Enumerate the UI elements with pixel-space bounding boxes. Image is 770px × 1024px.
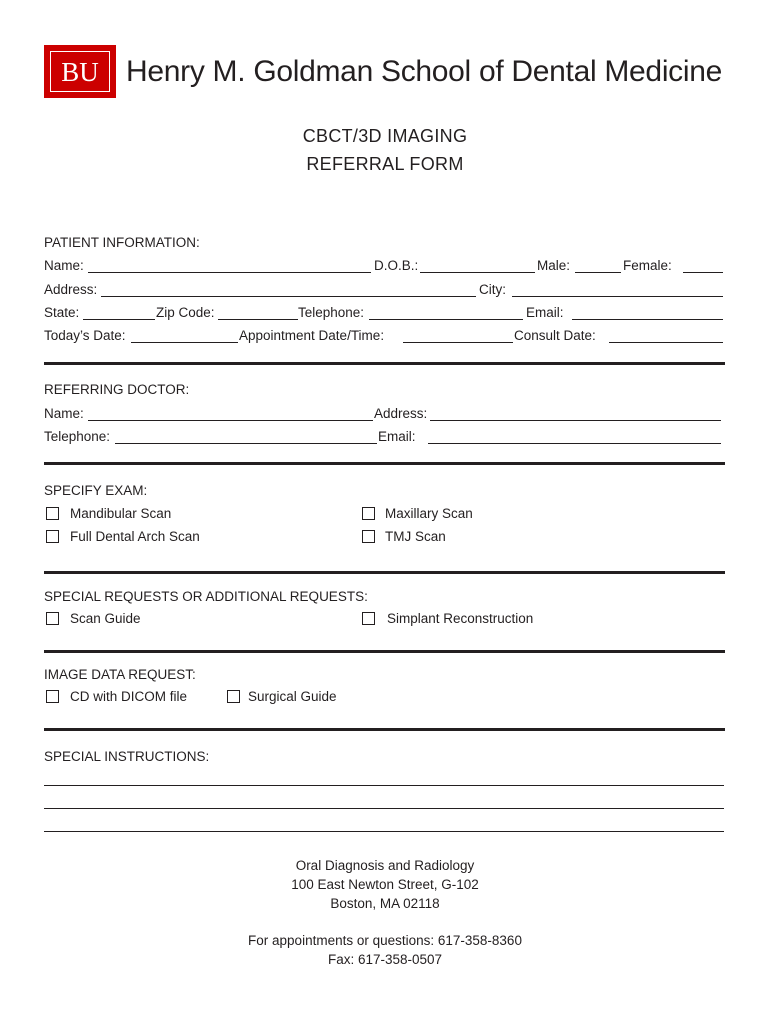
special-instructions-heading: SPECIAL INSTRUCTIONS:: [44, 749, 210, 764]
patient-dob-field[interactable]: [420, 272, 535, 273]
referring-email-field[interactable]: [428, 443, 721, 444]
image-data-heading: IMAGE DATA REQUEST:: [44, 667, 196, 682]
patient-zip-field[interactable]: [218, 319, 298, 320]
full-dental-arch-scan-checkbox[interactable]: [46, 530, 59, 543]
referring-name-field[interactable]: [88, 420, 373, 421]
patient-address-label: Address:: [44, 282, 98, 297]
tmj-scan-checkbox[interactable]: [362, 530, 375, 543]
patient-telephone-field[interactable]: [369, 319, 523, 320]
referring-telephone-label: Telephone:: [44, 429, 111, 444]
section-divider: [44, 571, 725, 574]
section-divider: [44, 728, 725, 731]
simplant-reconstruction-checkbox[interactable]: [362, 612, 375, 625]
referring-email-label: Email:: [378, 429, 416, 444]
patient-state-field[interactable]: [83, 319, 155, 320]
patient-male-label: Male:: [537, 258, 571, 273]
section-divider: [44, 362, 725, 365]
referring-address-label: Address:: [374, 406, 428, 421]
patient-consult-label: Consult Date:: [514, 328, 596, 343]
referring-name-label: Name:: [44, 406, 84, 421]
patient-todays-date-field[interactable]: [131, 342, 238, 343]
patient-city-field[interactable]: [512, 296, 723, 297]
patient-appointment-field[interactable]: [403, 342, 513, 343]
patient-info-heading: PATIENT INFORMATION:: [44, 235, 200, 250]
scan-guide-label: Scan Guide: [70, 611, 141, 626]
special-instructions-line-2[interactable]: [44, 808, 724, 809]
patient-email-label: Email:: [526, 305, 564, 320]
footer-appointments: For appointments or questions: 617-358-8360: [248, 933, 522, 948]
footer-department: Oral Diagnosis and Radiology: [295, 858, 475, 873]
full-dental-arch-scan-label: Full Dental Arch Scan: [70, 529, 200, 544]
patient-appointment-label: Appointment Date/Time:: [239, 328, 385, 343]
patient-dob-label: D.O.B.:: [374, 258, 419, 273]
footer-street: 100 East Newton Street, G-102: [291, 877, 479, 892]
bu-logo-text: BU: [50, 51, 110, 92]
patient-address-field[interactable]: [101, 296, 476, 297]
patient-zip-label: Zip Code:: [156, 305, 215, 320]
referring-address-field[interactable]: [430, 420, 721, 421]
school-name: Henry M. Goldman School of Dental Medicine: [126, 55, 723, 88]
maxillary-scan-label: Maxillary Scan: [385, 506, 473, 521]
simplant-reconstruction-label: Simplant Reconstruction: [387, 611, 534, 626]
patient-male-field[interactable]: [575, 272, 621, 273]
patient-female-field[interactable]: [683, 272, 723, 273]
patient-name-field[interactable]: [88, 272, 371, 273]
tmj-scan-label: TMJ Scan: [385, 529, 446, 544]
form-title-line1: CBCT/3D IMAGING: [302, 126, 468, 146]
patient-name-label: Name:: [44, 258, 84, 273]
special-instructions-line-1[interactable]: [44, 785, 724, 786]
mandibular-scan-checkbox[interactable]: [46, 507, 59, 520]
patient-city-label: City:: [479, 282, 506, 297]
cd-dicom-checkbox[interactable]: [46, 690, 59, 703]
patient-todays-date-label: Today’s Date:: [44, 328, 126, 343]
bu-logo: [44, 45, 116, 98]
patient-email-field[interactable]: [572, 319, 723, 320]
footer-city: Boston, MA 02118: [330, 896, 440, 911]
surgical-guide-checkbox[interactable]: [227, 690, 240, 703]
scan-guide-checkbox[interactable]: [46, 612, 59, 625]
section-divider: [44, 462, 725, 465]
patient-consult-field[interactable]: [609, 342, 723, 343]
patient-state-label: State:: [44, 305, 80, 320]
footer-fax: Fax: 617-358-0507: [327, 952, 443, 967]
referring-telephone-field[interactable]: [115, 443, 377, 444]
special-instructions-line-3[interactable]: [44, 831, 724, 832]
referring-doctor-heading: REFERRING DOCTOR:: [44, 382, 190, 397]
cd-dicom-label: CD with DICOM file: [70, 689, 188, 704]
mandibular-scan-label: Mandibular Scan: [70, 506, 172, 521]
section-divider: [44, 650, 725, 653]
patient-female-label: Female:: [623, 258, 672, 273]
maxillary-scan-checkbox[interactable]: [362, 507, 375, 520]
special-requests-heading: SPECIAL REQUESTS OR ADDITIONAL REQUESTS:: [44, 589, 368, 604]
specify-exam-heading: SPECIFY EXAM:: [44, 483, 148, 498]
surgical-guide-label: Surgical Guide: [248, 689, 337, 704]
form-title-line2: REFERRAL FORM: [306, 154, 464, 174]
patient-telephone-label: Telephone:: [298, 305, 365, 320]
